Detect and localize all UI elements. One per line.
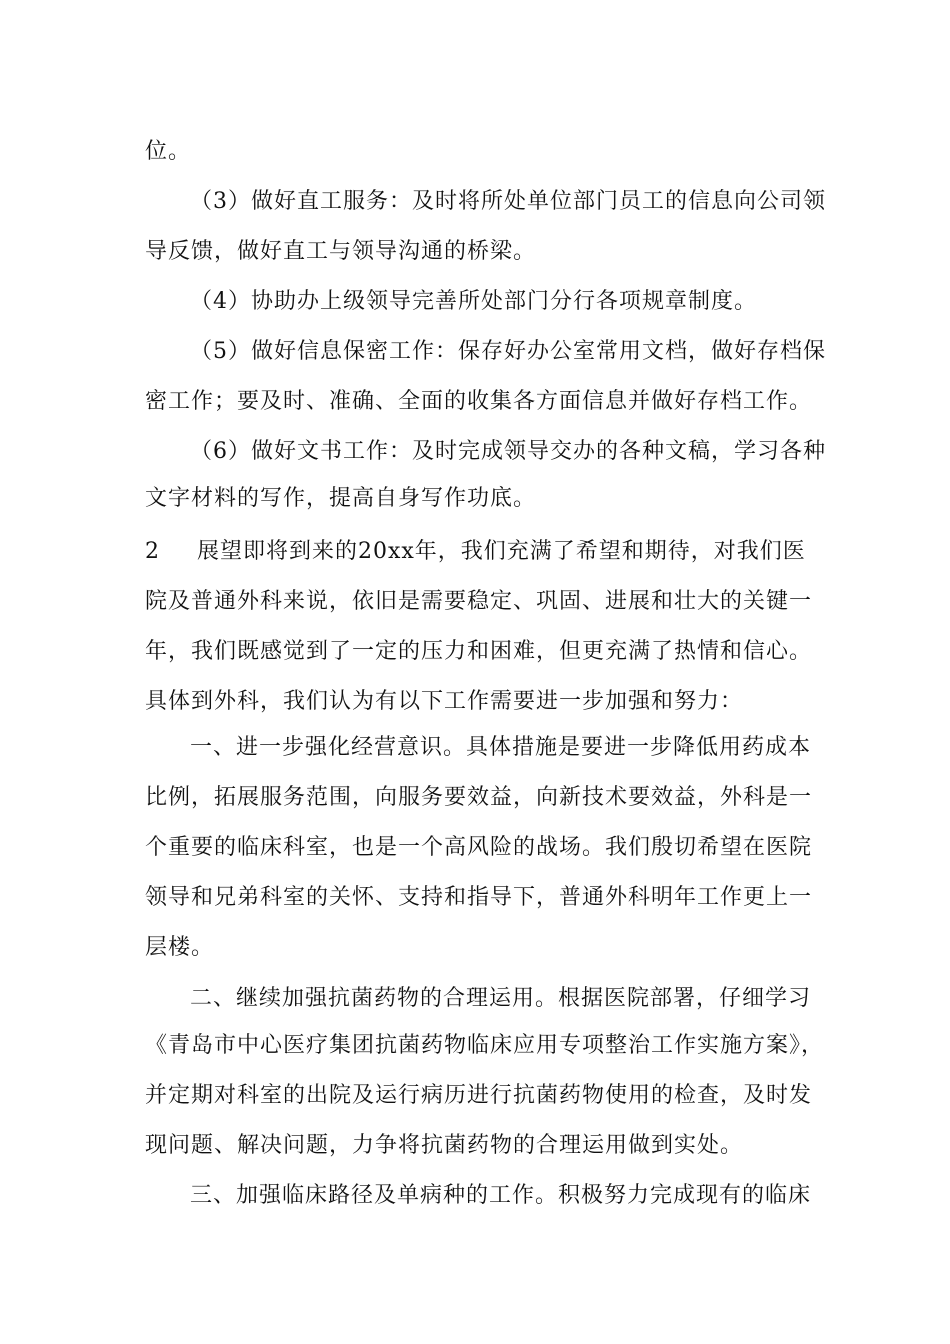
text-line: 具体到外科，我们认为有以下工作需要进一步加强和努力： [145,689,744,714]
text-line: 展望即将到来的20xx年，我们充满了希望和期待，对我们医 [197,539,806,564]
text-line: 个重要的临床科室，也是一个高风险的战场。我们殷切希望在医院 [145,835,813,860]
text-line: 密工作；要及时、准确、全面的收集各方面信息并做好存档工作。 [145,389,813,414]
text-line: 年，我们既感觉到了一定的压力和困难，但更充满了热情和信心。 [145,639,813,664]
text-line: 导反馈，做好直工与领导沟通的桥梁。 [145,239,537,264]
section-line [145,537,806,567]
text-line: 并定期对科室的出院及运行病历进行抗菌药物使用的检查，及时发 [145,1083,813,1108]
text-line: （3）做好直工服务：及时将所处单位部门员工的信息向公司领 [190,189,826,214]
text-line: 三、加强临床路径及单病种的工作。积极努力完成现有的临床 [190,1183,812,1208]
text-line: 《青岛市中心医疗集团抗菌药物临床应用专项整治工作实施方案》， [145,1033,825,1058]
text-line: 比例，拓展服务范围，向服务要效益，向新技术要效益，外科是一 [145,785,813,810]
section-number: 2 [145,539,160,564]
text-line: 现问题、解决问题，力争将抗菌药物的合理运用做到实处。 [145,1133,744,1158]
text-line: 院及普通外科来说，依旧是需要稳定、巩固、进展和壮大的关键一 [145,589,813,614]
text-line: 层楼。 [145,935,215,960]
text-line: 文字材料的写作，提高自身写作功底。 [145,486,537,511]
text-line: 一、进一步强化经营意识。具体措施是要进一步降低用药成本 [190,735,812,760]
text-line: （4）协助办上级领导完善所处部门分行各项规章制度。 [190,289,757,314]
text-line: （6）做好文书工作：及时完成领导交办的各种文稿，学习各种 [190,439,826,464]
text-line: 位。 [145,139,192,164]
text-line: （5）做好信息保密工作：保存好办公室常用文档，做好存档保 [190,339,826,364]
text-line: 二、继续加强抗菌药物的合理运用。根据医院部署，仔细学习 [190,986,812,1011]
text-line: 领导和兄弟科室的关怀、支持和指导下，普通外科明年工作更上一 [145,885,813,910]
